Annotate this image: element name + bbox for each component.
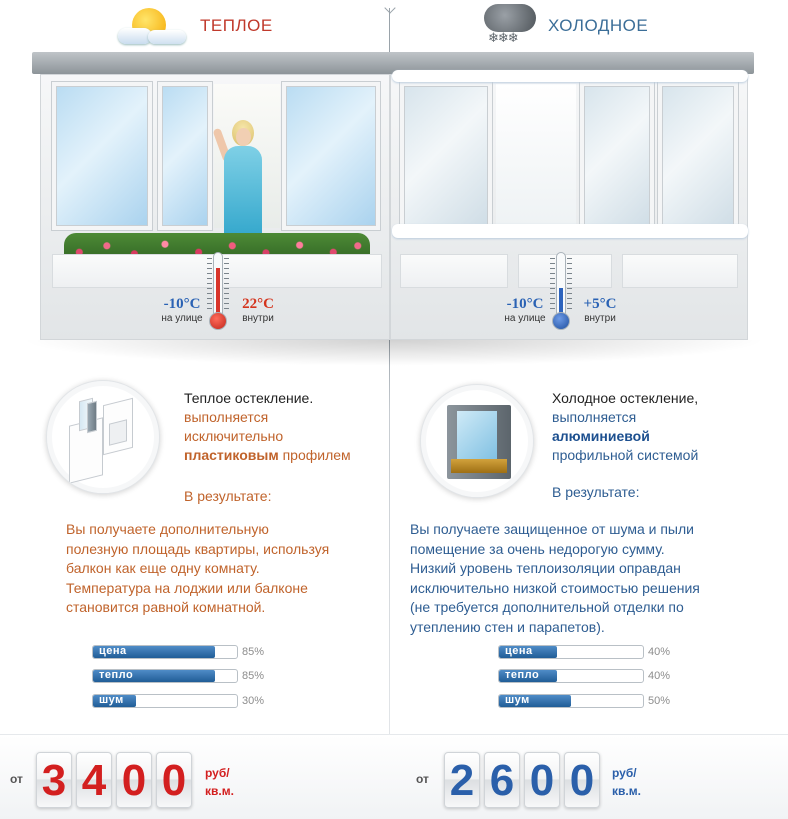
warm-outside-label: на улице (161, 313, 203, 324)
snow-top (392, 70, 748, 82)
bar-label: шум (99, 694, 124, 706)
cold-price-digit: 6 (484, 752, 520, 808)
snow-sill (392, 224, 748, 238)
cold-body-line: исключительно низкой стоимостью решения (410, 579, 700, 596)
warm-title-text: Теплое остекление (184, 390, 310, 406)
cold-body-line: утеплению стен и парапетов). (410, 618, 605, 635)
cold-inside-value: +5°C (583, 296, 617, 312)
cold-window-right (658, 82, 738, 230)
cold-outside-temp (493, 296, 557, 324)
warm-title-dot: . (309, 390, 314, 406)
warm-body-line: становится равной комнатной. (66, 599, 266, 615)
warm-outside-temp (150, 296, 214, 324)
bar-track (92, 669, 238, 683)
cold-body (410, 520, 782, 637)
warm-body-line: полезную площадь квартиры, используя (66, 540, 330, 557)
warm-body (66, 520, 386, 618)
warm-window-open (158, 82, 212, 230)
bar-percent: 40% (648, 670, 671, 682)
cold-title-text: Холодное остекление (552, 390, 695, 406)
cold-desc-line1: выполняется (552, 409, 637, 425)
warm-window-left (52, 82, 152, 230)
cold-result-label: В результате: (552, 484, 640, 500)
warm-inside-label: внутри (242, 313, 274, 324)
warm-desc-line2: исключительно (184, 428, 284, 444)
cold-price-digit: 2 (444, 752, 480, 808)
balcony-shadow (20, 340, 768, 366)
warm-price-digit: 3 (36, 752, 72, 808)
cold-description (552, 389, 772, 465)
warm-inside-temp (230, 296, 286, 324)
warm-window-right (282, 82, 380, 230)
warm-desc-bold: пластиковым (184, 447, 279, 463)
bar-track (92, 645, 238, 659)
warm-price-digit: 4 (76, 752, 112, 808)
warm-body-line: балкон как еще одну комнату. (66, 560, 260, 576)
bar-percent: 50% (648, 695, 671, 707)
warm-outside-value: -10°C (163, 296, 201, 312)
bar-label: цена (505, 645, 533, 657)
warm-description (184, 389, 390, 465)
warm-inside-value: 22°C (242, 296, 274, 312)
cold-title-dot: , (694, 390, 699, 406)
bar-label: цена (99, 645, 127, 657)
cold-inside-temp (572, 296, 628, 324)
cold-window-left (400, 82, 492, 230)
bar-label: шум (505, 694, 530, 706)
warm-price-unit (205, 764, 234, 800)
cold-outside-value: -10°C (506, 296, 544, 312)
cold-body-line: Низкий уровень теплоизоляции оправдан (410, 560, 681, 576)
cold-price-prefix: от (416, 772, 429, 786)
snow-cloud-icon: ❄❄❄ (480, 2, 540, 48)
cold-body-line: (не требуется дополнительной отделки по (410, 599, 684, 615)
pvc-profile-image (46, 380, 160, 494)
warm-price-digit: 0 (116, 752, 152, 808)
bar-percent: 40% (648, 646, 671, 658)
bar-track (92, 694, 238, 708)
bar-percent: 85% (242, 670, 265, 682)
cold-body-line: Вы получаете защищенное от шума и пыли (410, 521, 694, 537)
cold-desc-bold: алюминиевой (552, 428, 650, 444)
warm-body-line: Температура на лоджии или балконе (66, 579, 308, 596)
bar-track (498, 694, 644, 708)
cold-outside-label: на улице (504, 313, 546, 324)
cold-desc-line3: профильной системой (552, 447, 699, 463)
aluminium-profile-image (420, 384, 534, 498)
cold-price-digit: 0 (524, 752, 560, 808)
warm-title: ТЕПЛОЕ (200, 16, 273, 35)
warm-price-prefix: от (10, 772, 23, 786)
cold-room-view (496, 84, 576, 228)
bar-percent: 85% (242, 646, 265, 658)
bar-track (498, 645, 644, 659)
warm-unit-line2: кв.м. (205, 784, 234, 798)
warm-body-line: Вы получаете дополнительную (66, 521, 269, 537)
bar-percent: 30% (242, 695, 265, 707)
cold-window-mid (580, 82, 654, 230)
warm-desc-line1: выполняется (184, 409, 269, 425)
cold-parapet-1 (400, 254, 508, 288)
warm-desc-tail: профилем (278, 447, 351, 463)
cold-price-unit (612, 764, 641, 800)
cold-unit-line2: кв.м. (612, 784, 641, 798)
warm-result-label: В результате: (184, 488, 272, 504)
woman-figure (212, 120, 272, 238)
cold-price-digit: 0 (564, 752, 600, 808)
bar-track (498, 669, 644, 683)
cold-inside-label: внутри (584, 313, 616, 324)
sun-cloud-icon (118, 6, 188, 46)
cold-parapet-3 (622, 254, 738, 288)
bar-label: тепло (505, 669, 540, 681)
bar-label: тепло (99, 669, 134, 681)
cold-unit-line1: руб/ (612, 766, 637, 780)
warm-unit-line1: руб/ (205, 766, 230, 780)
warm-price-digit: 0 (156, 752, 192, 808)
cold-body-line: помещение за очень недорогую сумму. (410, 540, 665, 557)
cold-title: ХОЛОДНОЕ (548, 16, 649, 35)
